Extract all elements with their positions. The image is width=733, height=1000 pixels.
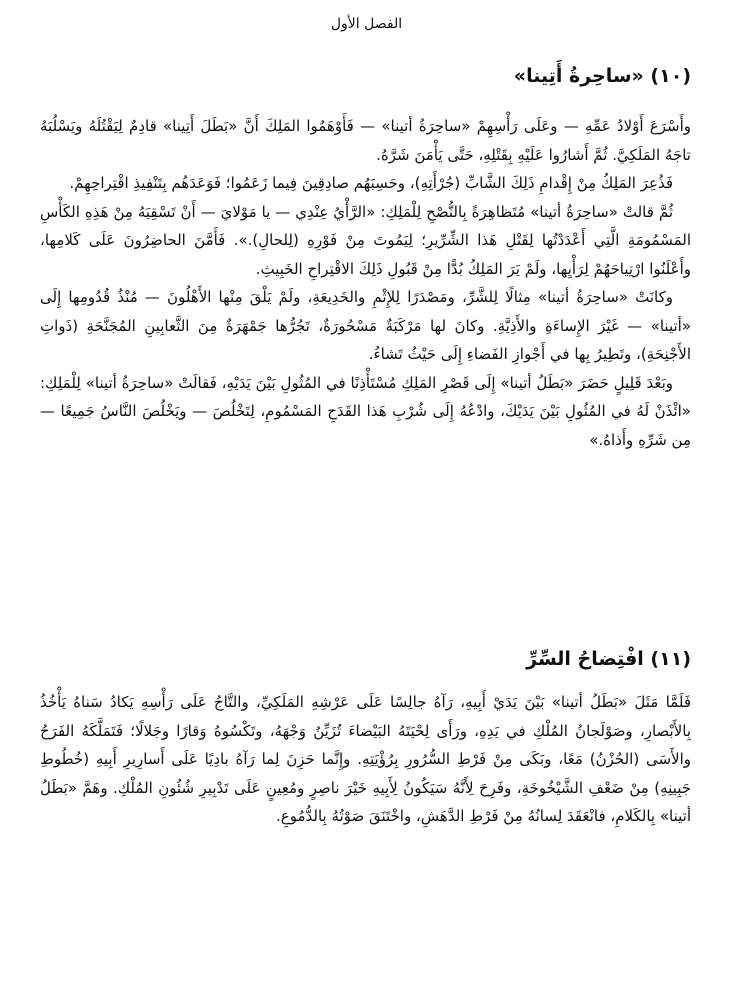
paragraph: وكانَتْ «ساحِرَةُ أتينا» مِثالًا لِلشَّرِّ، ومَصْدَرًا لِلإِثْمِ والخَدِيعَةِ، ولَمْ يَلْقَ مِنْها الأَهْلُونَ — مُنْذُ قُدُومِها إِلَى «أتينا» — غَيْرَ الإِساءَةِ والأَذِيَّةِ. وكانَ لها مَرْكَبَةٌ مَسْحُورَةٌ، تَجُرُّها جَمْهَرَةٌ مِنَ الثَّعابِينِ المُجَنَّحَةِ (ذَواتِ الأَجْنِحَةِ)، وتَطِيرُ بِها في أَجْوازِ الفَضاءِ إِلَى حَيْثُ تَشاءُ.	[40, 288, 691, 363]
section-title-10: (١٠) «ساحِرةُ أَتِينا»	[513, 65, 691, 87]
section-body-11	[40, 688, 691, 831]
paragraph: فَذُعِرَ المَلِكُ مِنْ إِقْدامِ ذَلِكَ الشَّابِّ (جُرْأَتِهِ)، وحَسِبَهُم صادِقِينَ فِيما زَعَمُوا؛ فَوَعَدَهُم بِتَنْفِيذِ اقْتِراحِهِمْ.	[69, 174, 673, 192]
paragraph: ثُمَّ قالتْ «ساحِرَةُ أتينا» مُتَظاهِرَةً بِالنُّصْحِ لِلْمَلِكِ: «الرَّأْيُ عِنْدِي — يا مَوْلايَ — أَنْ تَسْقِيَهُ مِنْ هَذِهِ الكَأْسِ المَسْمُومَةِ الَّتِي أَعْدَدْتُها لِقَتْلِ هَذا الشِّرِّيرِ؛ لِيَمُوتَ مِنْ فَوْرِهِ (لِلحالِ).». فَأَمَّنَ الحاضِرُونَ عَلَى كَلامِها، وأَعْلَنُوا ارْتِياحَهُمْ لِرَأْيِها، ولَمْ يَرَ المَلِكُ بُدًّا مِنْ قَبُولِ ذَلِكَ الاقْتِراحِ الخَبِيثِ.	[40, 202, 691, 278]
section-title-11: (١١) افْتِضاحُ السِّرِّ	[526, 648, 691, 670]
running-header: الفصل الأول	[330, 16, 403, 32]
paragraph: وأَسْرَعَ أَوْلادُ عَمِّهِ — وعَلَى رَأْسِهِمْ «ساحِرَةُ أتينا» — فَأَوْهَمُوا المَلِكَ أَنَّ «بَطَلَ أَتِينا» قادِمٌ لِيَقْتُلَهُ ويَسْلُبَهُ تاجَهُ المَلَكِيَّ. ثُمَّ أَشارُوا عَلَيْهِ بِقَتْلِهِ، حَتَّى يَأْمَنَ شَرَّهُ.	[40, 117, 691, 164]
paragraph: فَلَمَّا مَثَلَ «بَطَلُ أتينا» بَيْنَ يَدَيْ أَبِيهِ، رَآهُ جالِسًا عَلَى عَرْشِهِ المَلَكِيِّ، والتَّاجُ عَلَى رَأْسِهِ يَكادُ سَناهُ يَأْخُذُ بِالأَبْصارِ، وصَوْلَجانُ المُلْكِ في يَدِهِ، ورَأَى لِحْيَتَهُ البَيْضاءَ تُزَيِّنُ وَجْهَهُ، وتَكْسُوهُ وَقارًا وجَلالًا؛ فَتَمَلَّكَهُ الفَرَحُ والأَسَى (الحُزْنُ) مَعًا، وبَكَى مِنْ فَرْطِ السُّرُورِ بِرُؤْيَتِهِ. وإِنَّما حَزِنَ لِما رَآهُ بادِيًا عَلَى أَسارِيرِ أَبِيهِ (خُطُوطِ جَبِينِهِ) مِنْ ضَعْفِ الشَّيْخُوخَةِ، وفَرِحَ لِأَنَّهُ سَيَكُونُ لِأَبِيهِ خَيْرَ ناصِرٍ ومُعِينٍ عَلَى تَدْبِيرِ شُئُونِ المُلْكِ. وهَمَّ «بَطَلُ أتينا» بِالكَلامِ، فانْعَقَدَ لِسانُهُ مِنْ فَرْطِ الدَّهَشِ، واخْتَنَقَ صَوْتُهُ بِالدُّمُوعِ.	[40, 693, 691, 825]
section-body-10	[40, 112, 691, 454]
paragraph: وبَعْدَ قَلِيلٍ حَضَرَ «بَطَلُ أتينا» إِلَى قَصْرِ المَلِكِ مُسْتَأْذِنًا في المُثُولِ بَيْنَ يَدَيْهِ، فَقالَتْ «ساحِرَةُ أتينا» لِلْمَلِكِ: «ائْذَنْ لَهُ في المُثُولِ بَيْنَ يَدَيْكَ، وادْعُهُ إِلَى شُرْبِ هَذا القَدَحِ المَسْمُومِ، لِتَخْلُصَ — ويَخْلُصَ النَّاسُ جَمِيعًا — مِن شَرِّهِ وأَذاهُ.»	[40, 373, 691, 449]
